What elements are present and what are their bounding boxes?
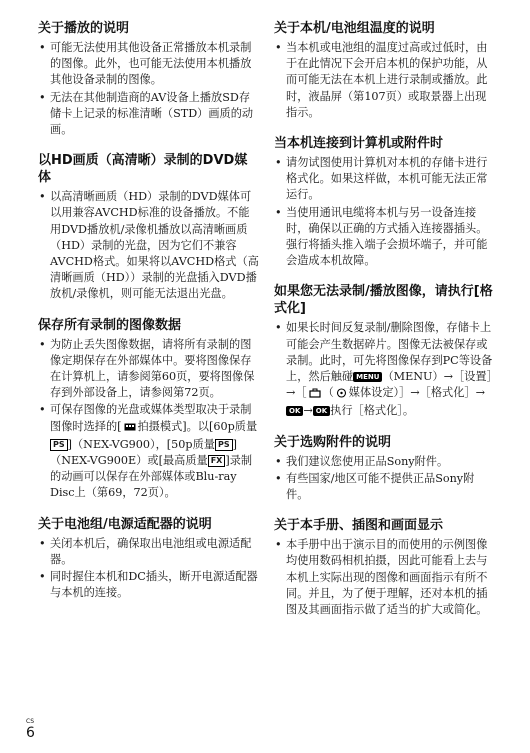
ps-quality-badge: PS (50, 439, 68, 451)
item-text: 如果长时间反复录制/删除图像，存储卡上可能会产生数据碎片。图像无法被保存或录制。此时，可先将图像保存到PC等设备上，然后触碰 (286, 321, 493, 384)
bullet-item: • 同时握住本机和DC插头，断开电源适配器与本机的连接。 (38, 569, 260, 601)
toolbox-icon (309, 387, 321, 403)
fx-quality-badge: FX (208, 455, 226, 467)
item-text: 执行［格式化］。 (330, 404, 415, 418)
section-title: 关于电池组/电源适配器的说明 (38, 516, 212, 532)
section-computer-connection (274, 135, 496, 269)
ok-key-icon: OK (313, 406, 330, 416)
language-code: CS (26, 718, 34, 725)
bullet-item (274, 320, 496, 419)
section-format (274, 283, 496, 419)
section-title: 如果您无法录制/播放图像，请执行[格式化] (274, 284, 493, 317)
bullet-item: • 当本机或电池组的温度过高或过低时，由于在此情况下会开启本机的保护功能，从而可能无法在本机上进行录制或播放。此时，液晶屏（第107页）或取景器上出现指示。 (274, 40, 496, 121)
section-battery-adaptor (38, 516, 260, 602)
item-text: 可保存图像的光盘或媒体类型取决于录制图像时选择的[ (50, 403, 252, 433)
item-text: 拍摄模式]。以[60p质量 (137, 419, 258, 433)
section-title: 以HD画质（高清晰）录制的DVD媒体 (38, 153, 248, 186)
menu-key-icon: MENU (353, 372, 382, 382)
section-manual-illustrations (274, 517, 496, 618)
page-footer (26, 718, 35, 741)
bullet-item: • 可能无法使用其他设备正常播放本机录制的图像。此外，也可能无法使用本机播放其他设备录制的图像。 (38, 40, 260, 89)
section-save-image-data (38, 317, 260, 502)
bullet-item: • 本手册中出于演示目的而使用的示例图像均使用数码相机拍摄，因此可能看上去与本机上实际出现的图像和画面指示有所不同。并且，为了便于理解，还对本机的插图及其画面指示做了适当的扩大或简化。 (274, 537, 496, 618)
bullet-item: • 关闭本机后，确保取出电池组或电源适配器。 (38, 536, 260, 568)
item-text: ]录制的动画可以保存在外部媒体或Blu-ray Disc上（第69，72页）。 (50, 454, 253, 500)
bullet-item: • 有些国家/地区可能不提供正品Sony附件。 (274, 471, 496, 503)
item-text: （MENU）→［设置］→［ (286, 370, 493, 400)
item-text: → (303, 404, 313, 418)
section-title: 关于播放的说明 (38, 21, 130, 36)
section-playback-notes (38, 20, 260, 138)
bullet-item (38, 402, 260, 501)
media-icon (336, 387, 347, 403)
bullet-item: • 为防止丢失图像数据，请将所有录制的图像定期保存在外部媒体中。要将图像保存在计算机上，请参阅第60页，要将图像保存到外部设备上，请参阅第72页。 (38, 337, 260, 402)
page-number: 6 (26, 725, 35, 741)
section-title: 保存所有录制的图像数据 (38, 317, 182, 333)
section-title: 当本机连接到计算机或附件时 (274, 136, 444, 152)
section-hd-dvd-media (38, 152, 260, 302)
bullet-item: • 以高清晰画质（HD）录制的DVD媒体可以用兼容AVCHD标准的设备播放。不能用DVD播放机/录像机播放以高清晰画质（HD）录制的光盘，因为它们不兼容AVCHD格式。如果将以AVCHD格式（高清晰画质（HD））录制的光盘插入DVD播放机/录像机，则可能无法退出光盘。 (38, 189, 260, 302)
ok-key-icon: OK (286, 406, 303, 416)
section-title: 关于选购附件的说明 (274, 434, 392, 450)
ps-quality-badge: PS (215, 439, 233, 451)
section-temperature (274, 20, 496, 121)
film-mode-icon (124, 421, 136, 437)
bullet-item: • 当使用通讯电缆将本机与另一设备连接时，确保以正确的方式插入连接器插头。强行将插头推入端子会损坏端子，并可能会造成本机故障。 (274, 205, 496, 270)
bullet-item: • 请勿试图使用计算机对本机的存储卡进行格式化。如果这样做，本机可能无法正常运行。 (274, 155, 496, 204)
section-title: 关于本机/电池组温度的说明 (274, 21, 435, 36)
section-title: 关于本手册、插图和画面显示 (274, 518, 444, 534)
item-text: （ (322, 386, 334, 400)
left-column (38, 20, 260, 615)
item-text: ]（NEX-VG900E）或[最高质量 (50, 437, 237, 468)
section-optional-accessories (274, 434, 496, 504)
item-text: ]（NEX-VG900），[50p质量 (67, 437, 215, 451)
bullet-item: • 无法在其他制造商的AV设备上播放SD存储卡上记录的标准清晰（STD）画质的动画。 (38, 90, 260, 139)
right-column (274, 20, 496, 632)
item-text: 媒体设定）］→［格式化］→ (348, 386, 485, 400)
bullet-item: • 我们建议您使用正品Sony附件。 (274, 454, 496, 470)
